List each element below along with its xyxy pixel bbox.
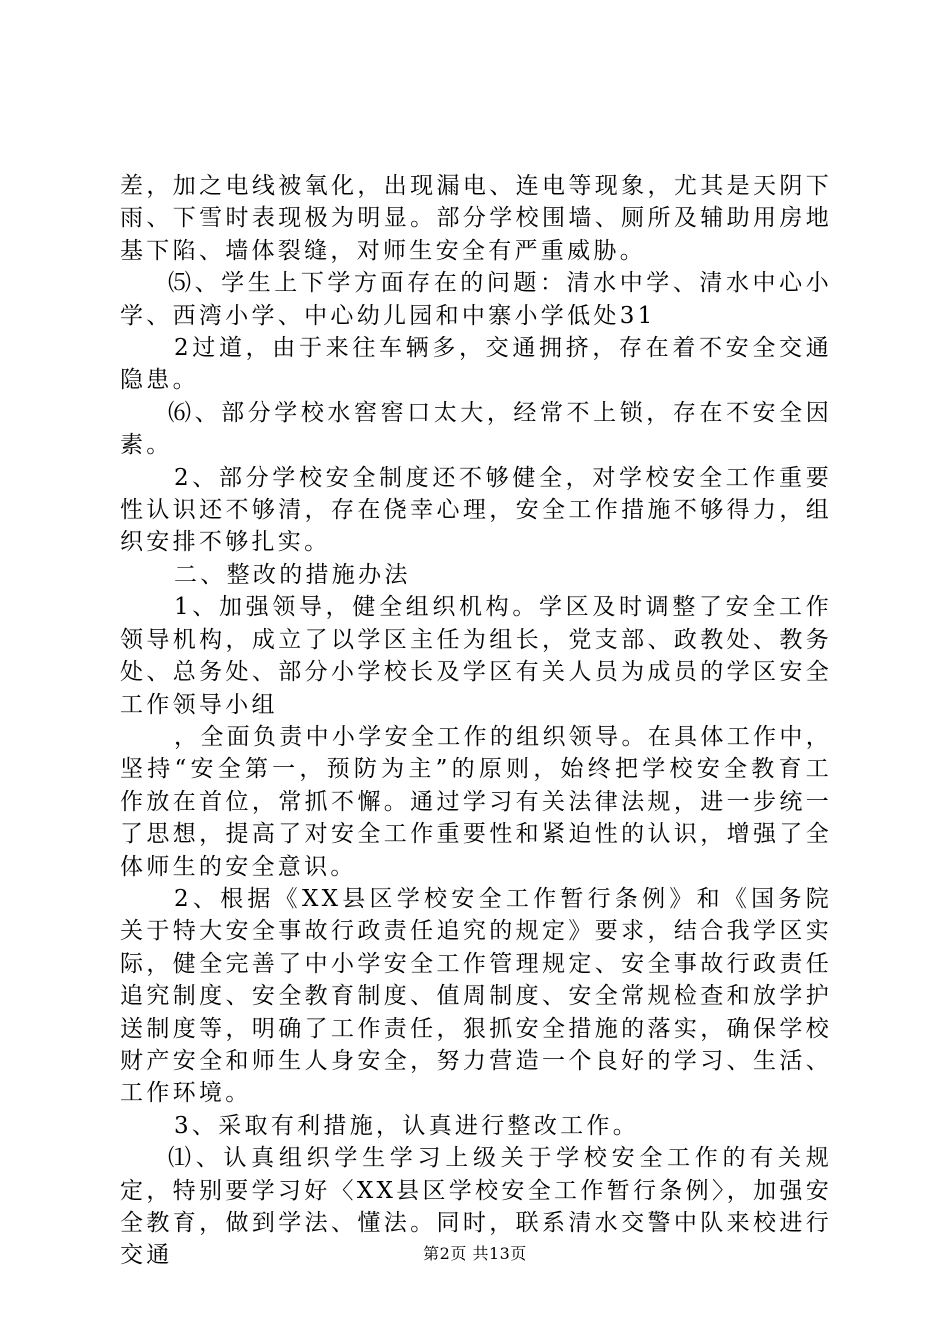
paragraph-measure-1-continued: ，全面负责中小学安全工作的组织领导。在具体工作中，坚持“安全第一，预防为主”的原则，始终把学校安全教育工作放在首位，常抓不懈。通过学习有关法律法规，进一步统一了思想，提高了对安全工作重要性和紧迫性的认识，增强了全体师生的安全意识。 <box>120 723 832 880</box>
paragraph-measure-3: 3、采取有利措施，认真进行整改工作。 <box>174 1112 640 1139</box>
paragraph-measure-1: 1、加强领导，健全组织机构。学区及时调整了安全工作领导机构，成立了以学区主任为组长，党支部、政教处、教务处、总务处、部分小学校长及学区有关人员为成员的学区安全工作领导小组 <box>120 594 832 718</box>
paragraph-item-5-continued: 2过道，由于来往车辆多，交通拥挤，存在着不安全交通隐患。 <box>120 335 832 394</box>
paragraph-item-5: ⑸、学生上下学方面存在的问题：清水中学、清水中心小学、西湾小学、中心幼儿园和中寨小学低处31 <box>120 270 832 329</box>
paragraph-continuation: 差，加之电线被氧化，出现漏电、连电等现象，尤其是天阴下雨、下雪时表现极为明显。部分学校围墙、厕所及辅助用房地基下陷、墙体裂缝，对师生安全有严重威胁。 <box>120 173 832 264</box>
paragraph-item-6: ⑹、部分学校水窖窖口太大，经常不上锁，存在不安全因素。 <box>120 399 832 459</box>
paragraph-measure-2: 2、根据《XX县区学校安全工作暂行条例》和《国务院关于特大安全事故行政责任追究的规定》要求，结合我学区实际，健全完善了中小学安全工作管理规定、安全事故行政责任追究制度、安全教育制度、值周制度、安全常规检查和放学护送制度等，明确了工作责任，狠抓安全措施的落实，确保学校财产安全和师生人身安全，努力营造一个良好的学习、生活、工作环境。 <box>120 885 832 1107</box>
section-heading-measures: 二、整改的措施办法 <box>174 561 411 588</box>
paragraph-measure-3-item-1: ⑴、认真组织学生学习上级关于学校安全工作的有关规定，特别要学习好〈XX县区学校安全工作暂行条例〉，加强安全教育，做到学法、懂法。同时，联系清水交警中队来校进行交通 <box>120 1145 832 1269</box>
document-body <box>120 170 832 1272</box>
page-number-footer: 第2页 共13页 <box>423 1244 527 1263</box>
paragraph-point-2: 2、部分学校安全制度还不够健全，对学校安全工作重要性认识还不够清，存在侥幸心理，安全工作措施不够得力，组织安排不够扎实。 <box>120 464 832 556</box>
